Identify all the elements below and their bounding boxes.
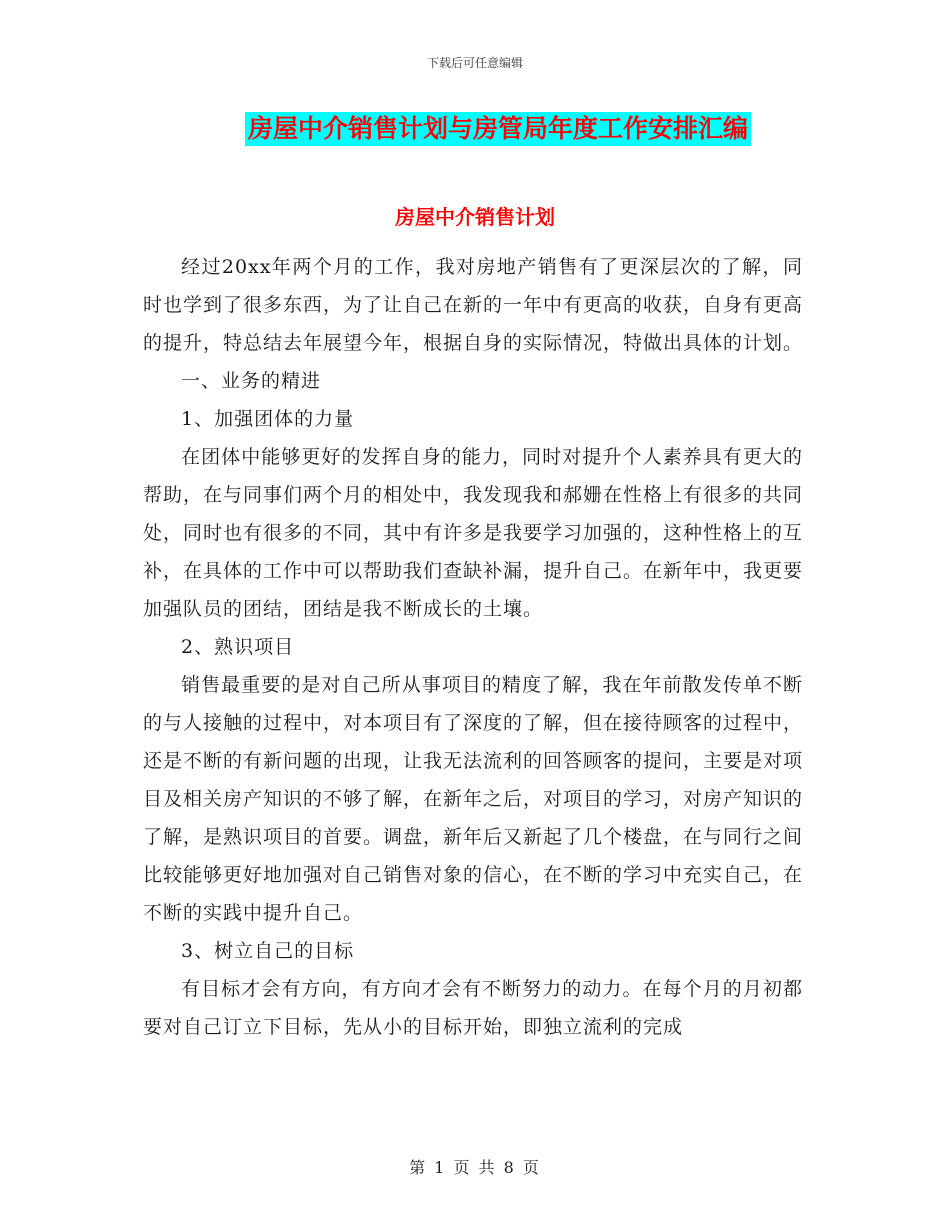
document-title: 房屋中介销售计划与房管局年度工作安排汇编 — [245, 112, 751, 146]
subheading-set-goals: 3、树立自己的目标 — [181, 940, 355, 962]
page-footer: 第 1 页 共 8 页 — [409, 1158, 541, 1177]
paragraph-team: 在团体中能够更好的发挥自身的能力，同时对提升个人素养具有更大的帮助，在与同事们两个月的相处中，我发现我和郝姗在性格上有很多的共同处，同时也有很多的不同，其中有许多是我要学习加强的，这种性格上的互补，在具体的工作中可以帮助我们查缺补漏，提升自己。在新年中，我更要加强队员的团结，团结是我不断成长的土壤。 — [143, 446, 804, 620]
document-title-container — [0, 112, 950, 146]
header-note: 下载后可任意编辑 — [426, 56, 523, 70]
paragraph-goals: 有目标才会有方向，有方向才会有不断努力的动力。在每个月的月初都要对自己订立下目标，先从小的目标开始，即独立流利的完成 — [143, 978, 803, 1038]
document-body — [143, 248, 803, 1046]
paragraph-intro: 经过20xx年两个月的工作，我对房地产销售有了更深层次的了解，同时也学到了很多东西，为了让自己在新的一年中有更高的收获，自身有更高的提升，特总结去年展望今年，根据自身的实际情况，特做出具体的计划。 — [143, 256, 804, 354]
section-title: 房屋中介销售计划 — [395, 205, 555, 229]
heading-business-improvement: 一、业务的精进 — [181, 370, 322, 392]
paragraph-project: 销售最重要的是对自己所从事项目的精度了解，我在年前散发传单不断的与人接触的过程中，对本项目有了深度的了解，但在接待顾客的过程中，还是不断的有新问题的出现，让我无法流利的回答顾客的提问，主要是对项目及相关房产知识的不够了解，在新年之后，对项目的学习，对房产知识的了解，是熟识项目的首要。调盘，新年后又新起了几个楼盘，在与同行之间比较能够更好地加强对自己销售对象的信心，在不断的学习中充实自己，在不断的实践中提升自己。 — [143, 674, 804, 924]
subheading-team-strength: 1、加强团体的力量 — [181, 408, 355, 430]
subheading-know-project: 2、熟识项目 — [181, 636, 295, 658]
